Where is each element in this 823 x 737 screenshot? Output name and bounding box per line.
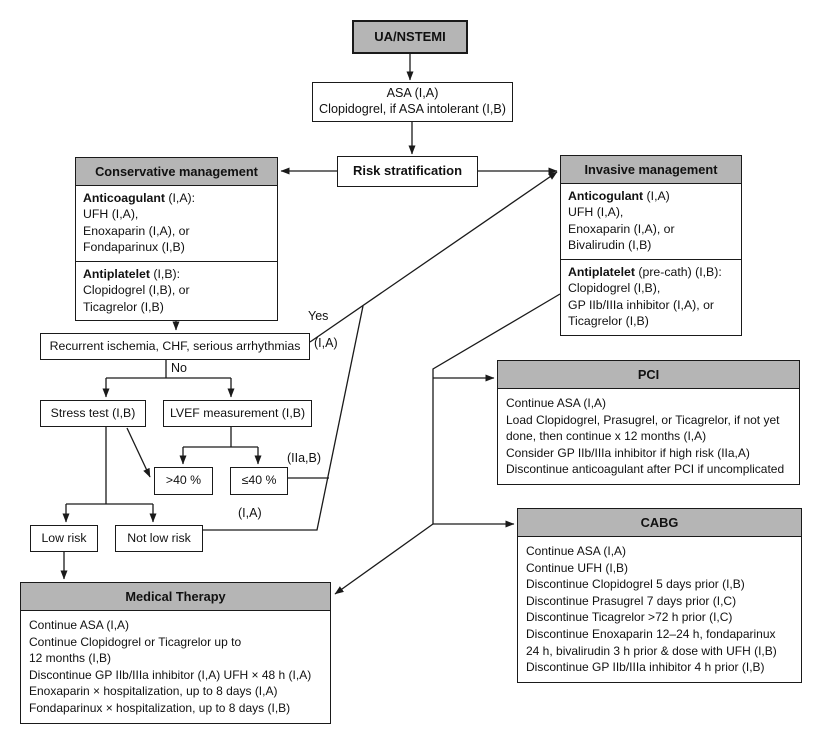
anticoagulant-section: [561, 184, 741, 259]
node-title: Invasive management: [561, 156, 741, 184]
text-line: Continue ASA (I,A): [506, 395, 607, 410]
text-line: Fondaparinux (I,B): [83, 240, 185, 255]
text-line: Anticoagulant (I,A):: [83, 190, 196, 205]
text-line: Antiplatelet (I,B):: [83, 266, 181, 281]
node-ua-nstemi: [352, 20, 468, 54]
edge-label-le40-class: (IIa,B): [287, 451, 322, 465]
text-line: Bivalirudin (I,B): [568, 238, 652, 253]
node-title: Medical Therapy: [21, 583, 330, 611]
edge-label-no: No: [171, 361, 187, 375]
node-title: Conservative management: [76, 158, 277, 186]
edge-label-yes-class: (I,A): [314, 336, 338, 350]
node-low-risk: [30, 525, 98, 552]
node-label: >40 %: [165, 473, 202, 488]
node-le40: [230, 467, 288, 495]
node-title: PCI: [498, 361, 799, 389]
node-label: Not low risk: [127, 530, 191, 545]
node-risk-stratification: [337, 156, 478, 187]
text-line: 24 h, bivalirudin 3 h prior & dose with UFH (I,B): [526, 643, 777, 658]
text-line: Fondaparinux × hospitalization, up to 8 days (I,B): [29, 700, 291, 715]
node-label: Risk stratification: [352, 163, 463, 179]
text-line: GP IIb/IIIa inhibitor (I,A), or: [568, 297, 715, 312]
node-stress-test: [40, 400, 146, 427]
text-line: Continue Clopidogrel or Ticagrelor up to: [29, 634, 242, 649]
text-line: Discontinue GP IIb/IIIa inhibitor 4 h prior (I,B): [526, 660, 765, 675]
text-line: Discontinue Enoxaparin 12–24 h, fondaparinux: [526, 626, 776, 641]
text-line: Ticagrelor (I,B): [83, 299, 164, 314]
node-lvef-measurement: [163, 400, 312, 427]
text-line: Discontinue Clopidogrel 5 days prior (I,B): [526, 577, 745, 592]
node-lines: [21, 611, 330, 723]
node-label: Recurrent ischemia, CHF, serious arrhythmias: [49, 338, 301, 353]
text-line: 12 months (I,B): [29, 651, 112, 666]
node-label: Stress test (I,B): [50, 405, 136, 420]
text-line: Discontinue Prasugrel 7 days prior (I,C): [526, 593, 737, 608]
edge-label-not-low-risk-class: (I,A): [238, 506, 262, 520]
text-line: ASA (I,A): [386, 86, 439, 101]
edge-label-yes: Yes: [308, 309, 329, 323]
node-lines: [498, 389, 799, 484]
text-line: Anticogulant (I,A): [568, 188, 670, 203]
node-recurrent-ischemia: [40, 333, 310, 360]
node-label: UA/NSTEMI: [374, 28, 446, 44]
antiplatelet-section: [76, 261, 277, 321]
node-label: LVEF measurement (I,B): [169, 405, 306, 420]
text-line: UFH (I,A),: [83, 207, 139, 222]
anticoagulant-section: [76, 186, 277, 261]
node-label: ≤40 %: [241, 473, 277, 488]
text-line: Discontinue anticoagulant after PCI if uncomplicated: [506, 462, 785, 477]
antiplatelet-section: [561, 259, 741, 335]
node-invasive-management: [560, 155, 742, 336]
node-conservative-management: [75, 157, 278, 321]
edge-stress-to-gt40: [127, 428, 150, 477]
edge-yes-to-invasive: [310, 172, 557, 342]
text-line: Enoxaparin (I,A), or: [83, 223, 190, 238]
text-line: Discontinue Ticagrelor >72 h prior (I,C): [526, 610, 733, 625]
node-pci: [497, 360, 800, 485]
text-line: Load Clopidogrel, Prasugrel, or Ticagrelor, if not yet: [506, 412, 780, 427]
node-title: CABG: [518, 509, 801, 537]
text-line: done, then continue x 12 months (I,A): [506, 429, 707, 444]
node-asa: [312, 82, 513, 122]
node-medical-therapy: [20, 582, 331, 724]
text-line: Ticagrelor (I,B): [568, 314, 649, 329]
text-line: Consider GP IIb/IIIa inhibitor if high risk (IIa,A): [506, 445, 750, 460]
text-line: Continue ASA (I,A): [29, 617, 130, 632]
text-line: Enoxaparin (I,A), or: [568, 221, 675, 236]
text-line: Discontinue GP IIb/IIIa inhibitor (I,A) UFH × 48 h (I,A): [29, 667, 312, 682]
text-line: Clopidogrel, if ASA intolerant (I,B): [319, 102, 506, 116]
text-line: Enoxaparin × hospitalization, up to 8 days (I,A): [29, 684, 278, 699]
node-cabg: [517, 508, 802, 683]
text-line: UFH (I,A),: [568, 205, 624, 220]
text-line: Antiplatelet (pre-cath) (I,B):: [568, 264, 722, 279]
node-gt40: [154, 467, 213, 495]
text-line: Clopidogrel (I,B), or: [83, 283, 190, 298]
text-line: Clopidogrel (I,B),: [568, 281, 661, 296]
node-not-low-risk: [115, 525, 203, 552]
node-lines: [319, 86, 506, 117]
text-line: Continue UFH (I,B): [526, 560, 629, 575]
edge-junction-to-medical: [335, 524, 433, 594]
text-line: Continue ASA (I,A): [526, 543, 627, 558]
node-lines: [518, 537, 801, 682]
node-label: Low risk: [41, 530, 87, 545]
